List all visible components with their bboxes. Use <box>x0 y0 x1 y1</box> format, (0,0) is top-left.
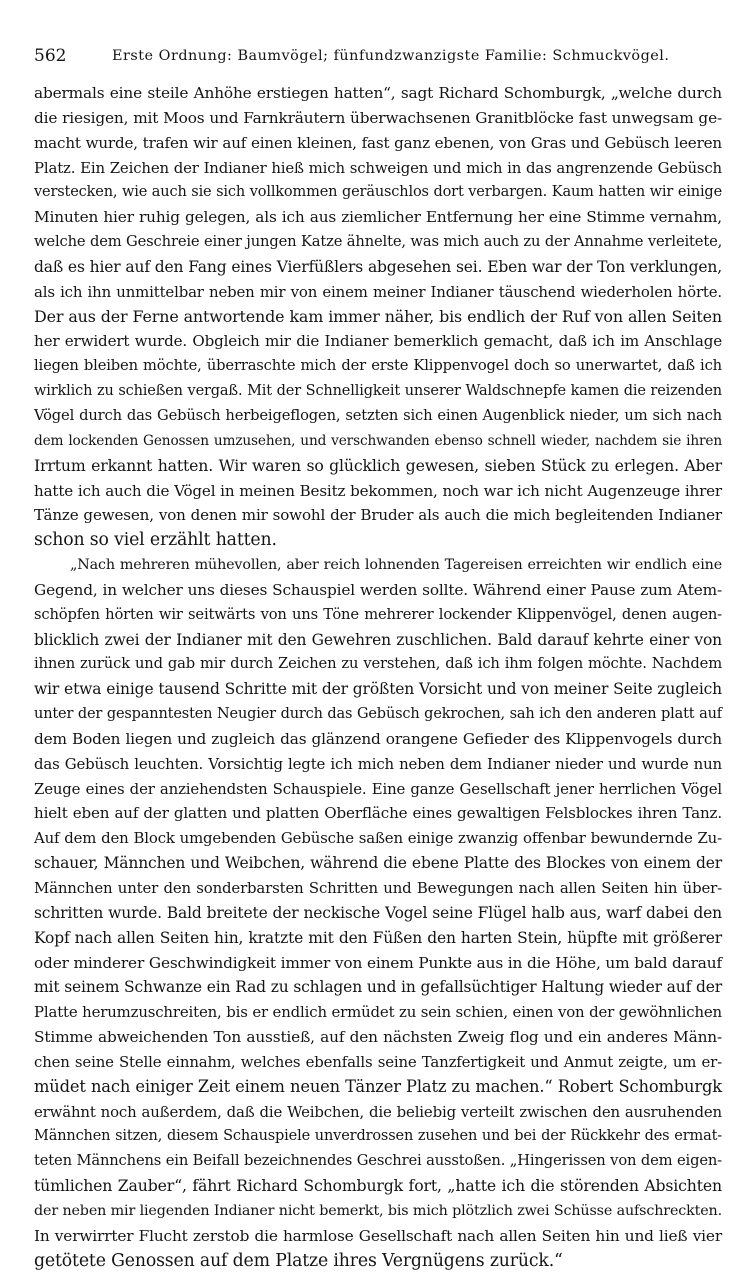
text-line: Platte herumzuschreiten, bis er endlich ermüdet zu sein schien, einen von der gewöhnlichen <box>34 1003 722 1022</box>
page-number: 562 <box>34 46 67 66</box>
text-line: wir etwa einige tausend Schritte mit der größten Vorsicht und von meiner Seite zugleich <box>34 680 722 699</box>
text-line: dem lockenden Genossen umzusehen, und verschwanden ebenso schnell wieder, nachdem sie ihren <box>34 432 722 449</box>
text-line: schritten wurde. Bald breitete der neckische Vogel seine Flügel halb aus, warf dabei den <box>34 903 722 922</box>
text-line: liegen bleiben möchte, überraschte mich der erste Klippenvogel doch so unerwartet, daß ich <box>34 357 722 375</box>
text-line: chen seine Stelle einnahm, welches ebenfalls seine Tanzfertigkeit und Anmut zeigte, um er- <box>34 1052 722 1071</box>
text-line: Männchen unter den sonderbarsten Schritten und Bewegungen nach allen Seiten hin über- <box>34 879 722 897</box>
text-line: Vögel durch das Gebüsch herbeigeflogen, setzten sich einen Augenblick nieder, um sich nach <box>34 406 722 424</box>
text-line: die riesigen, mit Moos und Farnkräutern überwachsenen Granitblöcke fast unwegsam ge- <box>34 108 722 127</box>
text-line: hielt eben auf der glatten und platten Oberfläche eines gewaltigen Felsblockes ihren Tanz. <box>34 804 722 823</box>
text-line: unter der gespanntesten Neugier durch das Gebüsch gekrochen, sah ich den anderen platt auf <box>34 706 722 723</box>
text-line: als ich ihn unmittelbar neben mir von einem meiner Indianer täuschend wiederholen hörte. <box>34 282 722 301</box>
text-line: Irrtum erkannt hatten. Wir waren so glücklich gewesen, sieben Stück zu erlegen. Aber <box>34 455 722 475</box>
body-text <box>34 81 722 1274</box>
paragraph-2 <box>34 553 722 1273</box>
text-line: getötete Genossen auf dem Platze ihres Vergnügens zurück.“ <box>34 1250 563 1271</box>
page-header <box>34 44 722 68</box>
text-line: das Gebüsch leuchten. Vorsichtig legte ich mich neben dem Indianer nieder und wurde nun <box>34 754 722 773</box>
text-line: macht wurde, trafen wir auf einen kleinen, fast ganz ebenen, von Gras und Gebüsch leeren <box>34 133 722 152</box>
text-line: Der aus der Ferne antwortende kam immer näher, bis endlich der Ruf von allen Seiten <box>34 306 722 326</box>
text-line: müdet nach einiger Zeit einem neuen Tänzer Platz zu machen.“ Robert Schomburgk <box>34 1076 722 1096</box>
text-line: erwähnt noch außerdem, daß die Weibchen, die beliebig verteilt zwischen den ausruhenden <box>34 1102 722 1121</box>
text-line: daß es hier auf den Fang eines Vierfüßlers abgesehen sei. Eben war der Ton verklungen, <box>34 257 722 276</box>
text-line: Minuten hier ruhig gelegen, als ich aus ziemlicher Entfernung her eine Stimme vernahm, <box>34 208 722 227</box>
text-line: tümlichen Zauber“, fährt Richard Schomburgk fort, „hatte ich die störenden Absichten <box>34 1176 722 1196</box>
text-line: ihnen zurück und gab mir durch Zeichen zu verstehen, daß ich ihm folgen möchte. Nachdem <box>34 655 722 673</box>
running-head: Erste Ordnung: Baumvögel; fünfundzwanzigste Familie: Schmuckvögel. <box>112 48 670 64</box>
text-line: Zeuge eines der anziehendsten Schauspiele. Eine ganze Gesellschaft jener herrlichen Vögel <box>34 779 722 798</box>
book-page <box>34 44 723 1271</box>
text-line: Männchen sitzen, diesem Schauspiele unverdrossen zusehen und bei der Rückkehr des ermat- <box>34 1128 722 1145</box>
text-line: Kopf nach allen Seiten hin, kratzte mit den Füßen den harten Stein, hüpfte mit größerer <box>34 928 722 947</box>
text-line: Gegend, in welcher uns dieses Schauspiel werden sollte. Während einer Pause zum Atem- <box>34 580 722 599</box>
text-line: „Nach mehreren mühevollen, aber reich lohnenden Tagereisen erreichten wir endlich eine <box>70 557 722 574</box>
text-line: Auf dem den Block umgebenden Gebüsche saßen einige zwanzig offenbar bewundernde Zu- <box>34 829 722 848</box>
text-line: wirklich zu schießen vergaß. Mit der Schnelligkeit unserer Waldschnepfe kamen die reizenden <box>34 383 722 400</box>
text-line: schöpfen hörten wir seitwärts von uns Töne mehrerer lockender Klippenvögel, denen augen- <box>34 605 722 623</box>
text-line: blicklich zwei der Indianer mit den Gewehren zuschlichen. Bald darauf kehrte einer von <box>34 630 722 649</box>
text-line: verstecken, wie auch sie sich vollkommen geräuschlos dort verbargen. Kaum hatten wir einige <box>34 184 722 201</box>
text-line: Platz. Ein Zeichen der Indianer hieß mich schweigen und mich in das angrenzende Gebüsch <box>34 158 722 177</box>
text-line: oder minderer Geschwindigkeit immer von einem Punkte aus in die Höhe, um bald darauf <box>34 953 722 972</box>
text-line: der neben mir liegenden Indianer nicht bemerkt, bis mich plötzlich zwei Schüsse aufschreckten. <box>34 1202 722 1219</box>
text-line: mit seinem Schwanze ein Rad zu schlagen und in gefallsüchtiger Haltung wieder auf der <box>34 978 722 997</box>
text-line: welche dem Geschreie einer jungen Katze ähnelte, was mich auch zu der Annahme verleitete, <box>34 233 723 251</box>
paragraph-1 <box>34 81 722 553</box>
text-line: dem Boden liegen und zugleich das glänzend orangene Gefieder des Klippenvogels durch <box>34 729 722 748</box>
text-line: schon so viel erzählt hatten. <box>34 530 277 551</box>
text-line: her erwidert wurde. Obgleich mir die Indianer bemerklich gemacht, daß ich im Anschlage <box>34 332 722 351</box>
text-line: In verwirrter Flucht zerstob die harmlose Gesellschaft nach allen Seiten hin und ließ vier <box>34 1226 722 1245</box>
text-line: Stimme abweichenden Ton ausstieß, auf den nächsten Zweig flog und ein anderes Männ- <box>34 1028 722 1047</box>
text-line: teten Männchens ein Beifall bezeichnendes Geschrei ausstoßen. „Hingerissen von dem eigen- <box>34 1152 722 1170</box>
text-line: schauer, Männchen und Weibchen, während die ebene Platte des Blockes von einem der <box>34 854 722 873</box>
text-line: abermals eine steile Anhöhe erstiegen hatten“, sagt Richard Schomburgk, „welche durch <box>34 84 722 102</box>
text-line: Tänze gewesen, von denen mir sowohl der Bruder als auch die mich begleitenden Indianer <box>34 506 722 525</box>
text-line: hatte ich auch die Vögel in meinen Besitz bekommen, noch war ich nicht Augenzeuge ihrer <box>34 481 722 500</box>
